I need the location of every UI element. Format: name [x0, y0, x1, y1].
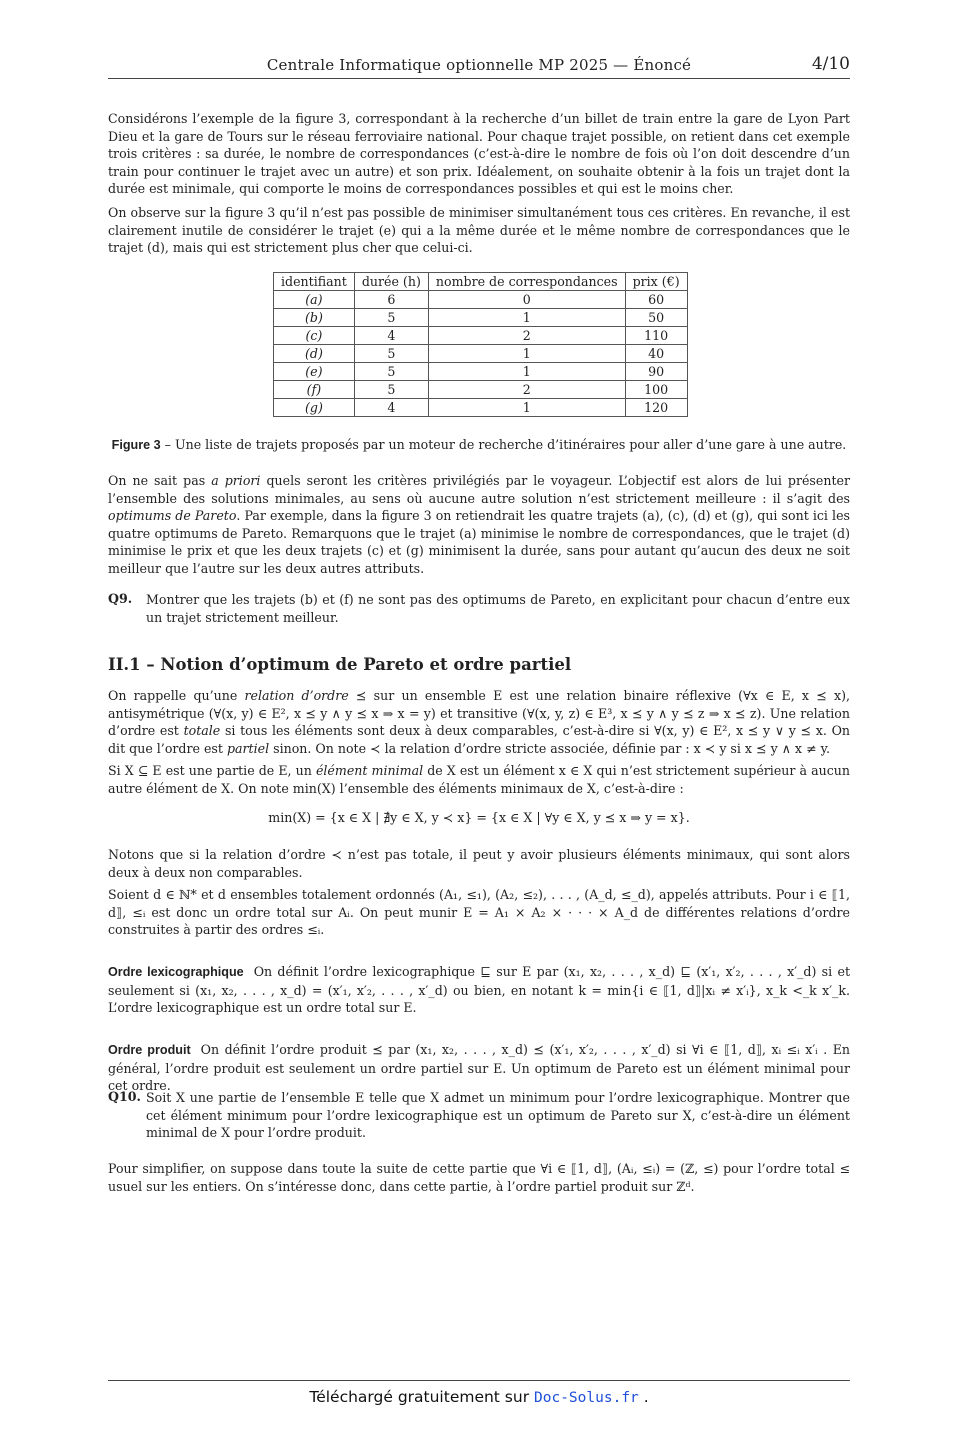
table-cell: 110	[625, 327, 687, 345]
footer-end: .	[638, 1388, 649, 1406]
notons-text: Notons que si la relation d’ordre ≺ n’est pas totale, il peut y avoir plusieurs éléments minimaux, qui sont alors deux à deux non comparables.	[108, 847, 850, 880]
table-row	[274, 399, 688, 417]
pareto-intro-paragraph	[108, 472, 850, 578]
order-definition-paragraph	[108, 687, 850, 757]
text-italic: totale	[183, 723, 221, 739]
table-cell: (b)	[274, 309, 355, 327]
table-cell: 2	[428, 381, 625, 399]
table-row	[274, 327, 688, 345]
table-body	[274, 291, 688, 417]
product-order-title: Ordre produit	[108, 1043, 191, 1057]
text-run: On définit l’ordre lexicographique ⊑ sur E par (x₁, x₂, . . . , x_d) ⊑ (x′₁, x′₂, . . . , x′_d) si et seulement si (x₁, x₂, . . . , x_d) = (x′₁, x′₂, . . . , x′_d) ou bien, en notant k = min{i ∈ ⟦1, d⟧|xᵢ ≠ x′ᵢ}, x_k <_k x′_k. L’ordre lexicographique est un ordre total sur E.	[108, 964, 851, 1016]
figure-label: Figure 3	[111, 438, 161, 452]
table-cell: 5	[354, 309, 428, 327]
question-9	[108, 591, 850, 626]
minimal-element-text	[108, 762, 850, 797]
text-run: . Par exemple, dans la figure 3 on retiendrait les quatre trajets (a), (c), (d) et (g), qui sont ici les quatre optimums de Pareto. Remarquons que le trajet (a) minimise le nombre de correspondances, que le trajet (d) minimise le prix et que les deux trajets (c) et (g) minimisent la durée, sans pour autant qu’aucun des deux ne soit meilleur que l’autre sur les deux autres attributs.	[108, 508, 850, 576]
trip-table-wrapper	[108, 272, 850, 417]
text-run: ⪯ sur un ensemble E est une relation binaire réflexive (∀x ∈ E, x ⪯ x), antisymétrique (∀(x, y) ∈ E², x ⪯ y ∧ y ⪯ x ⇒ x = y) et transitive (∀(x, y, z) ∈ E³, x ⪯ y ∧ y ⪯ z ⇒ x ⪯ z). Une relation d’ordre est	[108, 688, 850, 739]
notons-paragraph	[108, 846, 850, 881]
table-cell: 1	[428, 363, 625, 381]
footer-link[interactable]: Doc-Solus.fr	[534, 1390, 639, 1406]
table-cell: 6	[354, 291, 428, 309]
text-run: On rappelle qu’une	[108, 688, 245, 703]
table-cell: 40	[625, 345, 687, 363]
lexicographic-text	[108, 963, 850, 1017]
section-heading	[108, 655, 850, 674]
table-cell: 4	[354, 399, 428, 417]
figure-caption-text: – Une liste de trajets proposés par un moteur de recherche d’itinéraires pour aller d’une gare à une autre.	[160, 437, 847, 452]
question-label: Q9.	[108, 591, 133, 606]
attributes-paragraph	[108, 886, 850, 939]
attributes-text: Soient d ∈ ℕ* et d ensembles totalement ordonnés (A₁, ≤₁), (A₂, ≤₂), . . . , (A_d, ≤_d), appelés attributs. Pour i ∈ ⟦1, d⟧, ≤ᵢ est donc un ordre total sur Aᵢ. On peut munir E = A₁ × A₂ × · · · × A_d de différentes relations d’ordre construites à partir des ordres ≤ᵢ.	[108, 887, 850, 938]
table-cell: 5	[354, 381, 428, 399]
text-run: sinon. On note ≺ la relation d’ordre stricte associée, définie par : x ≺ y si x ⪯ y ∧ x ≠ y.	[269, 740, 831, 756]
question-label: Q10.	[108, 1089, 141, 1104]
table-cell: 1	[428, 399, 625, 417]
text-run: On ne sait pas	[108, 473, 212, 488]
trip-table	[273, 272, 688, 417]
table-header-row	[274, 273, 688, 291]
table-cell: (f)	[274, 381, 355, 399]
text-run: quels seront les critères privilégiés par le voyageur. L’objectif est alors de lui présenter l’ensemble des solutions minimales, au sens où aucune autre solution n’est strictement meilleure : il s’agit des	[108, 473, 850, 506]
table-cell: 60	[625, 291, 687, 309]
table-cell: 100	[625, 381, 687, 399]
figure-caption	[108, 437, 850, 452]
text-run: de X est un élément x ∈ X qui n’est strictement supérieur à aucun autre élément de X. On note min(X) l’ensemble des éléments minimaux de X, c’est-à-dire :	[108, 763, 850, 796]
simplification-text: Pour simplifier, on suppose dans toute la suite de cette partie que ∀i ∈ ⟦1, d⟧, (Aᵢ, ≤ᵢ) = (ℤ, ≤) pour l’ordre total ≤ usuel sur les entiers. On s’intéresse donc, dans cette partie, à l’ordre partiel produit sur ℤᵈ.	[108, 1161, 850, 1194]
intro-text-1: Considérons l’exemple de la figure 3, correspondant à la recherche d’un billet de train entre la gare de Lyon Part Dieu et la gare de Tours sur le réseau ferroviaire national. Pour chaque trajet possible, on retient dans cet exemple trois critères : sa durée, le nombre de correspondances (c’est-à-dire le nombre de fois où l’on doit descendre d’un train pour continuer le trajet avec un autre) et son prix. Idéalement, on souhaite obtenir à la fois un trajet dont la durée est minimale, qui comporte le moins de correspondances possibles et qui est le moins cher.	[108, 111, 850, 197]
table-cell: (e)	[274, 363, 355, 381]
question-text: Soit X une partie de l’ensemble E telle que X admet un minimum pour l’ordre lexicographique. Montrer que cet élément minimum pour l’ordre lexicographique est un optimum de Pareto sur X, c’est-à-dire un élément minimal de X pour l’ordre produit.	[146, 1090, 850, 1141]
table-cell: (g)	[274, 399, 355, 417]
intro-text-2: On observe sur la figure 3 qu’il n’est pas possible de minimiser simultanément tous ces critères. En revanche, il est clairement inutile de considérer le trajet (e) qui a la même durée et le même nombre de correspondances que le trajet (d), mais qui est strictement plus cher que celui-ci.	[108, 205, 850, 256]
pareto-intro-text	[108, 472, 850, 578]
text-italic: élément minimal	[315, 763, 424, 778]
table-header-cell: prix (€)	[625, 273, 687, 291]
page-footer	[108, 1388, 850, 1406]
table-row	[274, 309, 688, 327]
page	[108, 0, 850, 1441]
simplification-paragraph	[108, 1160, 850, 1195]
intro-paragraph-1	[108, 110, 850, 198]
text-run: On définit l’ordre produit ⪯ par (x₁, x₂, . . . , x_d) ⪯ (x′₁, x′₂, . . . , x′_d) si ∀i ∈ ⟦1, d⟧, xᵢ ≤ᵢ x′ᵢ . En général, l’ordre produit est seulement un ordre partiel sur E. Un optimum de Pareto est un élément minimal pour cet ordre.	[108, 1042, 850, 1094]
table-cell: (c)	[274, 327, 355, 345]
text-italic: optimums de Pareto	[108, 508, 237, 524]
footer-divider	[108, 1380, 850, 1381]
lexicographic-title: Ordre lexicographique	[108, 965, 244, 979]
table-cell: 5	[354, 363, 428, 381]
table-cell: 4	[354, 327, 428, 345]
page-header	[108, 54, 850, 79]
lexicographic-paragraph	[108, 963, 850, 1017]
question-10	[108, 1089, 850, 1142]
page-number: 4/10	[811, 54, 850, 74]
min-formula-text: min(X) = {x ∈ X | ∄y ∈ X, y ≺ x} = {x ∈ X | ∀y ∈ X, y ⪯ x ⇒ y = x}.	[268, 810, 690, 825]
min-formula	[108, 810, 850, 825]
table-header-cell: durée (h)	[354, 273, 428, 291]
table-row	[274, 363, 688, 381]
table-header-cell: identifiant	[274, 273, 355, 291]
table-cell: (a)	[274, 291, 355, 309]
table-cell: 90	[625, 363, 687, 381]
text-italic: relation d’ordre	[244, 688, 349, 703]
table-cell: (d)	[274, 345, 355, 363]
table-cell: 50	[625, 309, 687, 327]
table-cell: 1	[428, 309, 625, 327]
table-cell: 2	[428, 327, 625, 345]
table-cell: 5	[354, 345, 428, 363]
footer-text: Téléchargé gratuitement sur	[309, 1388, 535, 1406]
text-run: Si X ⊆ E est une partie de E, un	[108, 763, 316, 778]
minimal-element-paragraph	[108, 762, 850, 797]
header-title: Centrale Informatique optionnelle MP 2025 — Énoncé	[266, 56, 692, 74]
question-text: Montrer que les trajets (b) et (f) ne sont pas des optimums de Pareto, en explicitant pour chacun d’entre eux un trajet strictement meilleur.	[146, 592, 850, 625]
order-definition-text	[108, 687, 850, 757]
product-order-paragraph	[108, 1041, 850, 1095]
product-order-text	[108, 1041, 850, 1095]
text-italic: a priori	[211, 473, 261, 488]
text-run: si tous les éléments sont deux à deux comparables, c’est-à-dire si ∀(x, y) ∈ E², x ⪯ y ∨ y ⪯ x. On dit que l’ordre est	[108, 723, 851, 756]
table-cell: 1	[428, 345, 625, 363]
text-italic: partiel	[226, 740, 270, 756]
table-row	[274, 381, 688, 399]
table-header-cell: nombre de correspondances	[428, 273, 625, 291]
table-row	[274, 345, 688, 363]
intro-paragraph-2	[108, 204, 850, 257]
table-cell: 120	[625, 399, 687, 417]
table-cell: 0	[428, 291, 625, 309]
table-row	[274, 291, 688, 309]
section-title: II.1 – Notion d’optimum de Pareto et ordre partiel	[108, 655, 572, 674]
